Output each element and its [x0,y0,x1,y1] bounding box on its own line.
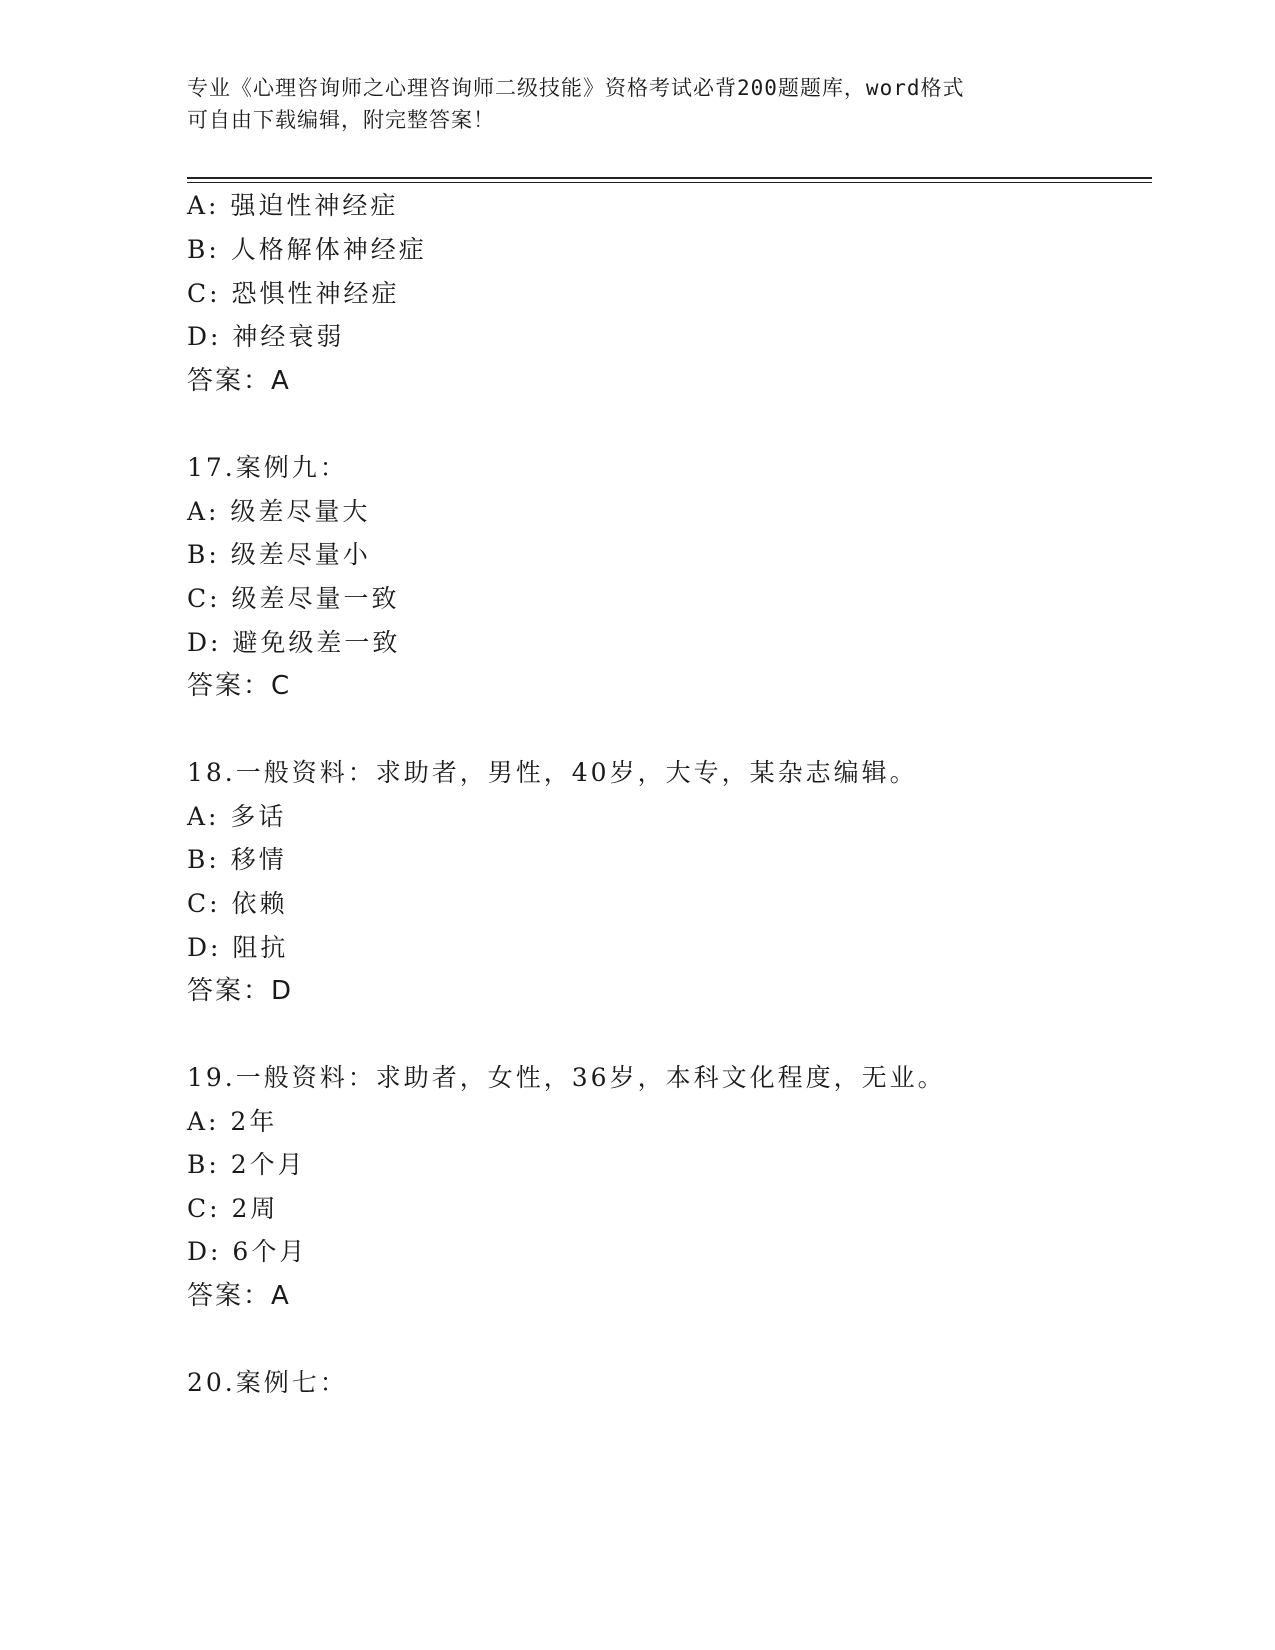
q19-option-c: C: 2周 [187,1194,279,1223]
q19-answer: 答案：A [187,1281,291,1311]
header-divider-thin [187,182,1152,183]
q18-option-a: A: 多话 [187,802,287,831]
q18-answer: 答案：D [187,976,294,1006]
q17-option-b: B: 级差尽量小 [187,540,371,569]
q19-option-b: B: 2个月 [187,1150,306,1179]
document-header [187,72,1067,136]
q19-option-a: A: 2年 [187,1107,278,1136]
q18-option-d: D: 阻抗 [187,933,289,962]
q17-answer: 答案：C [187,671,292,701]
q18-stem: 18.一般资料：求助者，男性，40岁，大专，某杂志编辑。 [187,758,918,787]
q17-option-a: A: 级差尽量大 [187,497,371,526]
header-divider-thick [187,177,1152,179]
header-title-line-2: 可自由下载编辑，附完整答案！ [187,108,495,132]
q16-option-a: A: 强迫性神经症 [187,191,399,220]
q17-option-d: D: 避免级差一致 [187,628,401,657]
q16-answer: 答案：A [187,366,291,396]
q18-option-c: C: 依赖 [187,889,288,918]
q16-option-c: C: 恐惧性神经症 [187,279,400,308]
q16-option-d: D: 神经衰弱 [187,322,345,351]
q20-stem: 20.案例七： [187,1368,348,1397]
q19-stem: 19.一般资料：求助者，女性，36岁，本科文化程度，无业。 [187,1063,946,1092]
header-title-line-1: 专业《心理咨询师之心理咨询师二级技能》资格考试必背200题题库，word格式 [187,76,965,100]
q18-option-b: B: 移情 [187,845,287,874]
q19-option-d: D: 6个月 [187,1237,308,1266]
q17-stem: 17.案例九： [187,453,348,482]
q17-option-c: C: 级差尽量一致 [187,584,400,613]
q16-option-b: B: 人格解体神经症 [187,235,427,264]
